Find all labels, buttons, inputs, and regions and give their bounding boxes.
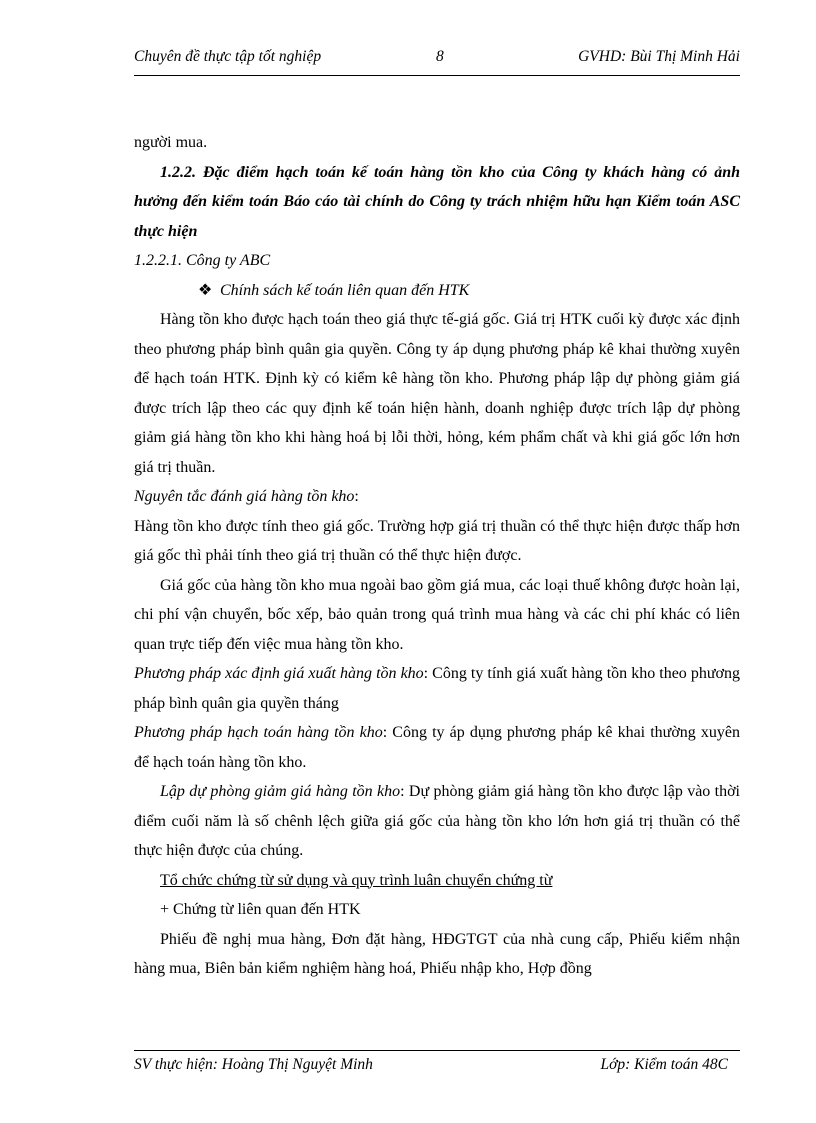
paragraph-documents-list: Phiếu đề nghị mua hàng, Đơn đặt hàng, HĐGTGT của nhà cung cấp, Phiếu kiểm nhận hàng mua, Biên bản kiểm nghiệm hàng hoá, Phiếu nhập kho, Hợp đồng <box>134 930 740 977</box>
footer-class: Lớp: Kiểm toán 48C <box>600 1056 728 1073</box>
accounting-method-label: Phương pháp hạch toán hàng tồn kho <box>134 724 383 741</box>
paragraph-documents-heading <box>134 866 740 896</box>
paragraph-continuation: người mua. <box>134 134 208 151</box>
bullet-item <box>134 276 740 306</box>
provision-text: : Dự phòng giảm giá hàng tồn kho được lập vào thời điểm cuối năm là số chênh lệch giữa giá gốc của hàng tồn kho lớn hơn giá trị thuần có thể thực hiện được của chúng. <box>134 783 740 859</box>
page-header <box>134 48 740 70</box>
paragraph-valuation: Hàng tồn kho được tính theo giá gốc. Trường hợp giá trị thuần có thể thực hiện được thấp hơn giá gốc thì phải tính theo giá trị thuần có thể thực hiện được. <box>134 517 740 564</box>
issue-method-text: : Công ty tính giá xuất hàng tồn kho theo phương pháp bình quân gia quyền tháng <box>134 665 740 712</box>
header-supervisor: GVHD: Bùi Thị Minh Hải <box>578 48 740 65</box>
section-heading: 1.2.2. Đặc điểm hạch toán kế toán hàng tồn kho của Công ty khách hàng có ảnh hưởng đến kiểm toán Báo cáo tài chính do Công ty trách nhiệm hữu hạn Kiểm toán ASC thực hiện <box>134 163 740 240</box>
paragraph-accounting-method <box>134 718 740 777</box>
documents-heading: Tổ chức chứng từ sử dụng và quy trình luân chuyển chứng từ <box>160 871 553 889</box>
subsection-heading: 1.2.2.1. Công ty ABC <box>134 252 271 269</box>
paragraph-accounting-policy: Hàng tồn kho được hạch toán theo giá thực tế-giá gốc. Giá trị HTK cuối kỳ được xác định theo phương pháp bình quân gia quyền. Công ty áp dụng phương pháp kê khai thường xuyên để hạch toán HTK. Định kỳ có kiểm kê hàng tồn kho. Phương pháp lập dự phòng giảm giá được trích lập theo các quy định kế toán hiện hành, doanh nghiệp được trích lập dự phòng giảm giá hàng tồn kho khi hàng hoá bị lỗi thời, hỏng, kém phẩm chất và khi giá gốc lớn hơn giá trị thuần. <box>134 311 740 476</box>
bullet-text: Chính sách kế toán liên quan đến HTK <box>220 281 470 299</box>
diamond-bullet-icon: ❖ <box>198 281 213 299</box>
paragraph-issue-method <box>134 659 740 718</box>
valuation-colon: : <box>354 488 359 505</box>
paragraph-valuation-label <box>134 482 740 512</box>
valuation-label: Nguyên tắc đánh giá hàng tồn kho <box>134 488 355 505</box>
paragraph-cost: Giá gốc của hàng tồn kho mua ngoài bao gồm giá mua, các loại thuế không được hoàn lại, chi phí vận chuyển, bốc xếp, bảo quản trong quá trình mua hàng và các chi phí khác có liên quan trực tiếp đến việc mua hàng tồn kho. <box>134 576 740 653</box>
provision-label: Lập dự phòng giảm giá hàng tồn kho <box>160 783 401 800</box>
page-footer <box>134 1056 740 1078</box>
issue-method-label: Phương pháp xác định giá xuất hàng tồn kho <box>134 665 424 682</box>
header-title: Chuyên đề thực tập tốt nghiệp <box>134 48 322 65</box>
page-body <box>134 128 740 984</box>
footer-student: SV thực hiện: Hoàng Thị Nguyệt Minh <box>134 1056 373 1073</box>
accounting-method-text: : Công ty áp dụng phương pháp kê khai thường xuyên để hạch toán hàng tồn kho. <box>134 724 740 771</box>
page-number: 8 <box>436 48 444 65</box>
paragraph-provision <box>134 777 740 866</box>
footer-rule <box>134 1050 740 1051</box>
paragraph-documents-plus: + Chứng từ liên quan đến HTK <box>160 901 361 918</box>
header-rule <box>134 75 740 76</box>
